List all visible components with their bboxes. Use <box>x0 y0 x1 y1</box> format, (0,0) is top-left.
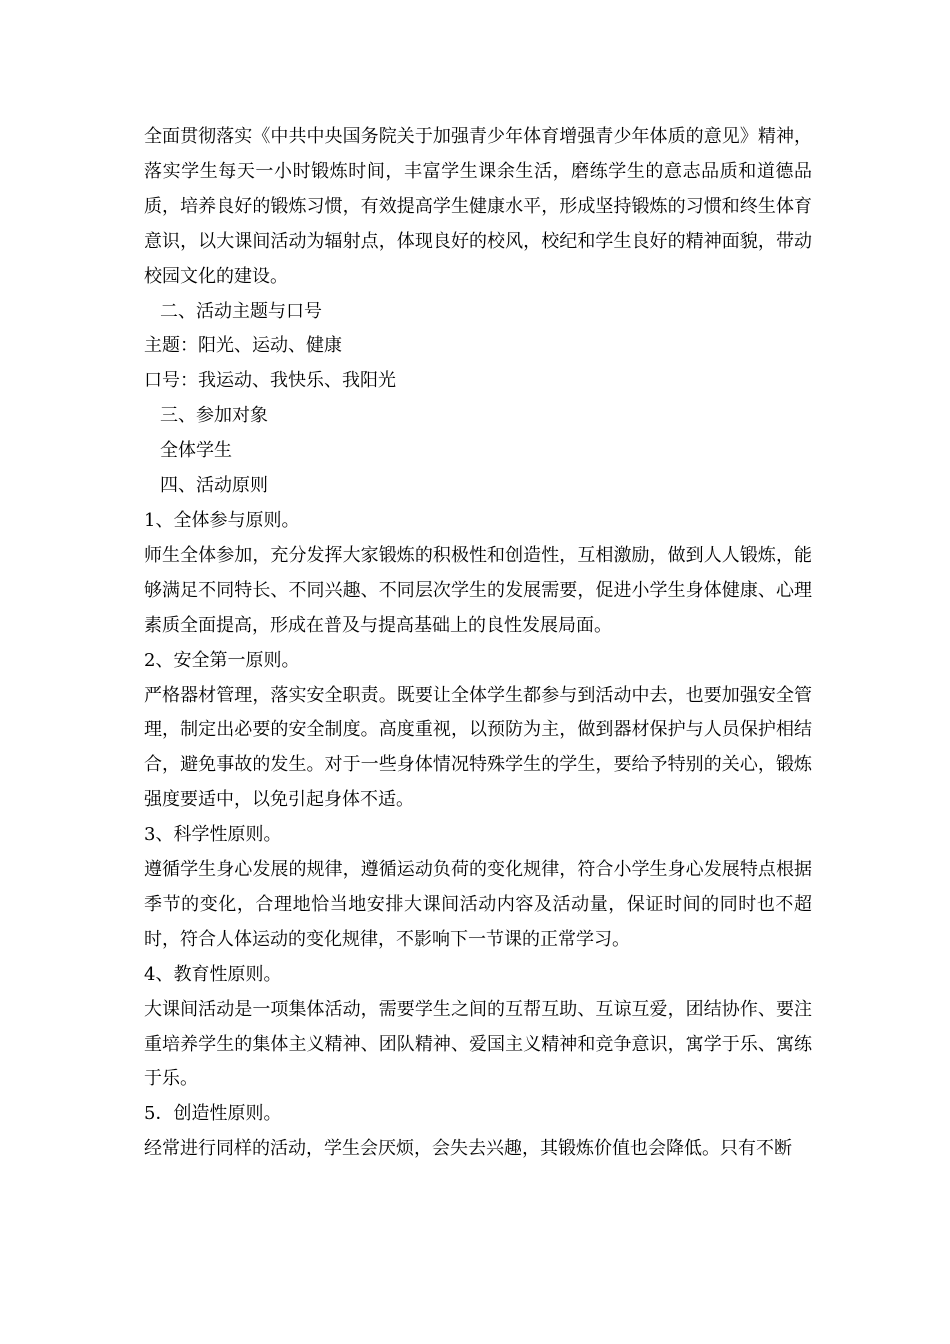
theme-line: 主题：阳光、运动、健康 <box>144 335 342 357</box>
participants-line: 全体学生 <box>160 440 232 462</box>
principle-paragraph: 师生全体参加，充分发挥大家锻炼的积极性和创造性，互相激励，做到人人锻炼，能够满足不同特长、不同兴趣、不同层次学生的发展需要，促进小学生身体健康、心理素质全面提高，形成在普及与提高基础上的良性发展局面。 <box>144 544 812 636</box>
principle-heading: 2、安全第一原则。 <box>144 649 300 671</box>
principle-heading: 1、全体参与原则。 <box>144 509 300 531</box>
principle-paragraph: 严格器材管理，落实安全职责。既要让全体学生都参与到活动中去，也要加强安全管理，制定出必要的安全制度。高度重视，以预防为主，做到器材保护与人员保护相结合，避免事故的发生。对于一些身体情况特殊学生的学生，要给予特别的关心，锻炼强度要适中，以免引起身体不适。 <box>144 684 812 811</box>
principle-heading: 4、教育性原则。 <box>144 963 282 985</box>
section-heading-theme-slogan: 二、活动主题与口号 <box>160 300 322 322</box>
section-heading-participants: 三、参加对象 <box>160 405 268 427</box>
principle-paragraph: 遵循学生身心发展的规律，遵循运动负荷的变化规律，符合小学生身心发展特点根据季节的变化，合理地恰当地安排大课间活动内容及活动量，保证时间的同时也不超时，符合人体运动的变化规律，不影响下一节课的正常学习。 <box>144 859 812 950</box>
slogan-line: 口号：我运动、我快乐、我阳光 <box>144 370 396 392</box>
section-heading-principles: 四、活动原则 <box>160 475 268 497</box>
principle-paragraph: 经常进行同样的活动，学生会厌烦，会失去兴趣，其锻炼价值也会降低。只有不断 <box>144 1138 792 1160</box>
document-body <box>144 120 812 1167</box>
principle-heading: 5．创造性原则。 <box>144 1103 282 1125</box>
intro-paragraph: 全面贯彻落实《中共中央国务院关于加强青少年体育增强青少年体质的意见》精神，落实学生每天一小时锻炼时间，丰富学生课余生活，磨练学生的意志品质和道德品质，培养良好的锻炼习惯，有效提高学生健康水平，形成坚持锻炼的习惯和终生体育意识，以大课间活动为辐射点，体现良好的校风，校纪和学生良好的精神面貌，带动校园文化的建设。 <box>144 126 812 287</box>
principle-paragraph: 大课间活动是一项集体活动，需要学生之间的互帮互助、互谅互爱，团结协作、要注重培养学生的集体主义精神、团队精神、爱国主义精神和竞争意识，寓学于乐、寓练于乐。 <box>144 998 812 1090</box>
principle-heading: 3、科学性原则。 <box>144 824 282 846</box>
